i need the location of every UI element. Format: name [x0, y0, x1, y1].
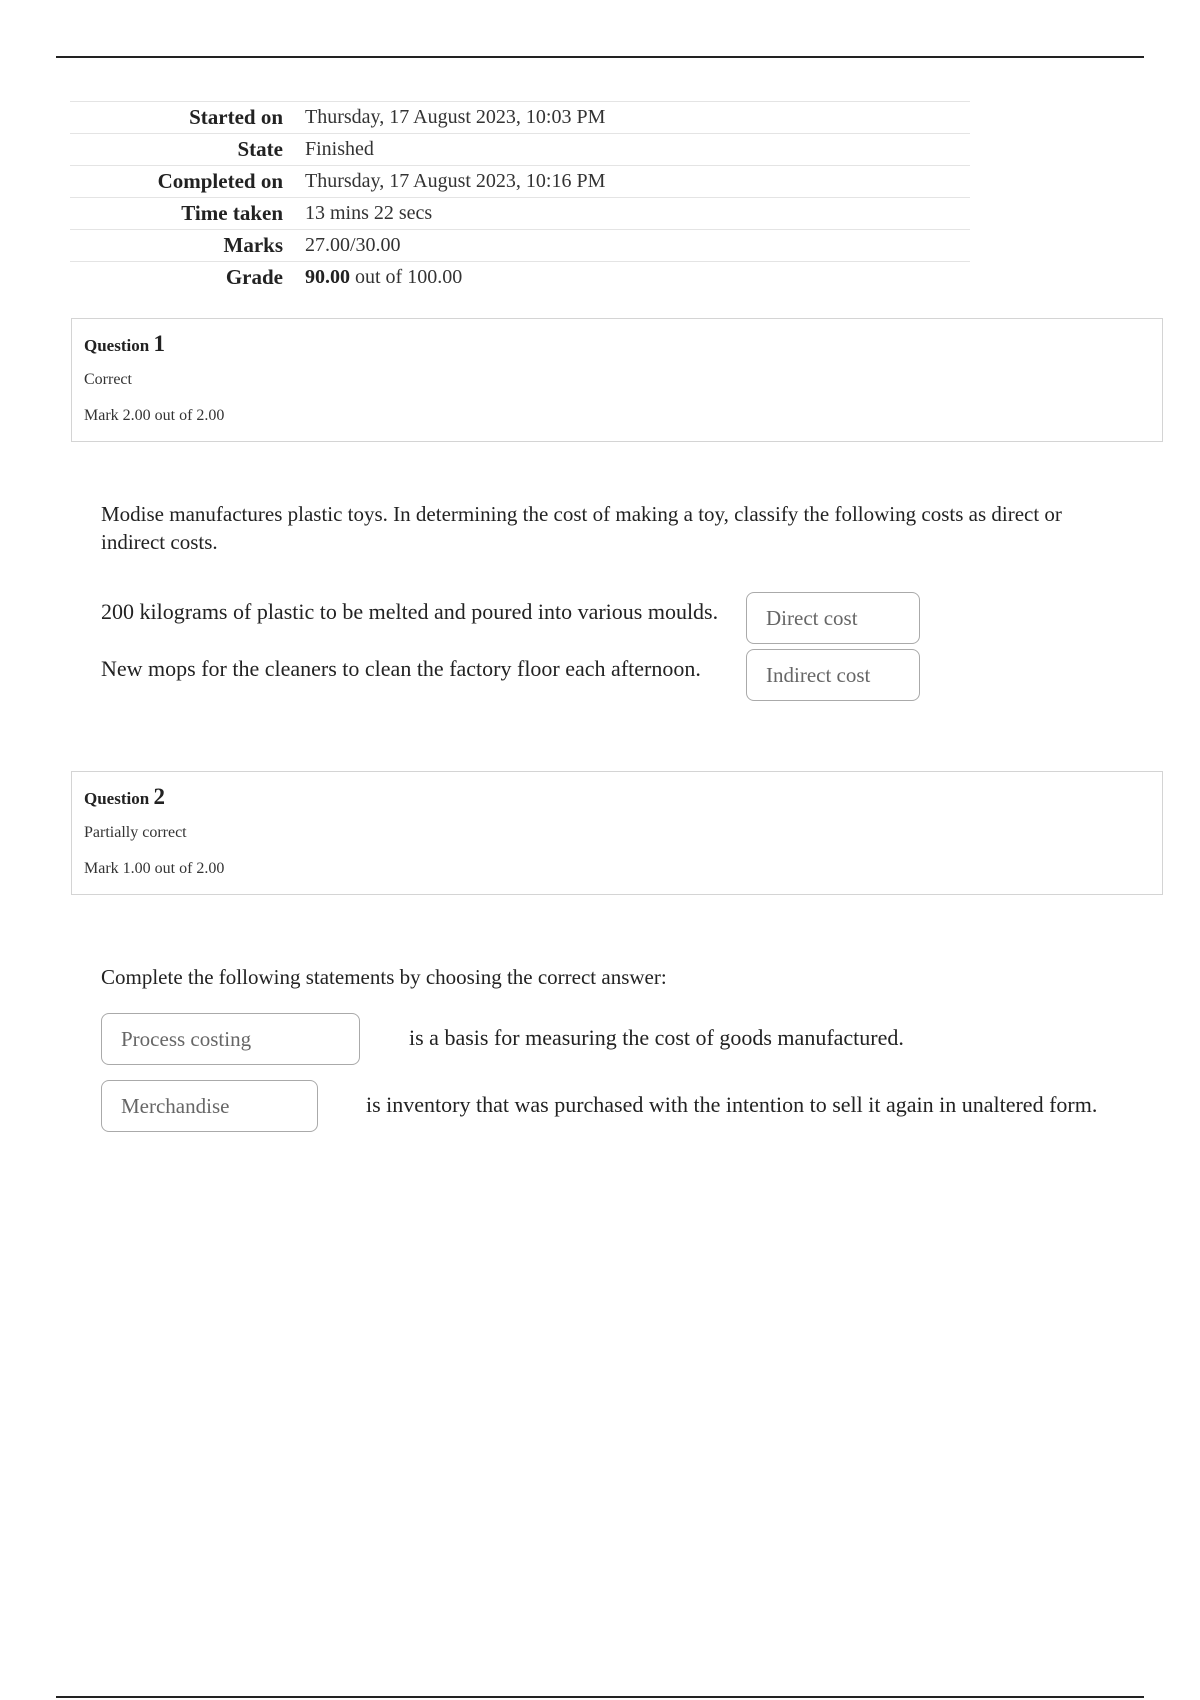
- summary-label: Started on: [189, 105, 283, 129]
- question-1-text: Modise manufactures plastic toys. In determining the cost of making a toy, classify the following costs as direct or indirect costs.: [101, 502, 1062, 554]
- summary-value: [305, 262, 970, 294]
- page-bottom-rule: [56, 1696, 1144, 1698]
- summary-value: Thursday, 17 August 2023, 10:03 PM: [305, 106, 606, 128]
- summary-label: Marks: [223, 233, 283, 257]
- summary-row-grade: [70, 262, 970, 294]
- question-2-item-2-answer-select[interactable]: Merchandise: [101, 1080, 318, 1132]
- summary-label: Completed on: [157, 169, 283, 193]
- question-prefix: Question: [84, 789, 150, 808]
- question-2-item-1-statement: is a basis for measuring the cost of goods manufactured.: [409, 1025, 904, 1050]
- summary-row-time-taken: [70, 198, 970, 230]
- summary-row-started: [70, 102, 970, 134]
- attempt-summary-table: [70, 101, 970, 293]
- summary-label: Time taken: [181, 201, 283, 225]
- question-grade: Mark 2.00 out of 2.00: [84, 407, 225, 424]
- question-1-item-1-answer-select[interactable]: Direct cost: [746, 592, 920, 644]
- summary-value: 27.00/30.00: [305, 234, 401, 256]
- summary-value: 13 mins 22 secs: [305, 202, 433, 224]
- summary-value: Finished: [305, 138, 374, 160]
- question-prefix: Question: [84, 336, 150, 355]
- grade-out-of: out of 100.00: [350, 266, 463, 288]
- question-2-item-2-statement: is inventory that was purchased with the intention to sell it again in unaltered form.: [366, 1092, 1098, 1117]
- summary-label: Grade: [225, 265, 283, 289]
- question-2-text: Complete the following statements by choosing the correct answer:: [101, 965, 667, 989]
- question-1-info: [71, 318, 1163, 442]
- question-1-item-2-prompt: New mops for the cleaners to clean the factory floor each afternoon.: [101, 656, 701, 681]
- question-2-info: [71, 771, 1163, 895]
- summary-row-state: [70, 134, 970, 166]
- question-number-value: 2: [153, 784, 165, 809]
- question-grade: Mark 1.00 out of 2.00: [84, 860, 225, 877]
- summary-value: Thursday, 17 August 2023, 10:16 PM: [305, 170, 606, 192]
- question-number-value: 1: [153, 331, 165, 356]
- summary-label: State: [237, 137, 283, 161]
- page-top-rule: [56, 56, 1144, 58]
- question-1-item-1-prompt: 200 kilograms of plastic to be melted and poured into various moulds.: [101, 599, 719, 624]
- question-number: [84, 331, 1150, 357]
- grade-score: 90.00: [305, 266, 350, 288]
- question-number: [84, 784, 1150, 810]
- question-state: Partially correct: [84, 824, 187, 841]
- question-2-item-1-answer-select[interactable]: Process costing: [101, 1013, 360, 1065]
- question-state: Correct: [84, 371, 132, 388]
- question-1-item-2-answer-select[interactable]: Indirect cost: [746, 649, 920, 701]
- summary-row-marks: [70, 230, 970, 262]
- summary-row-completed: [70, 166, 970, 198]
